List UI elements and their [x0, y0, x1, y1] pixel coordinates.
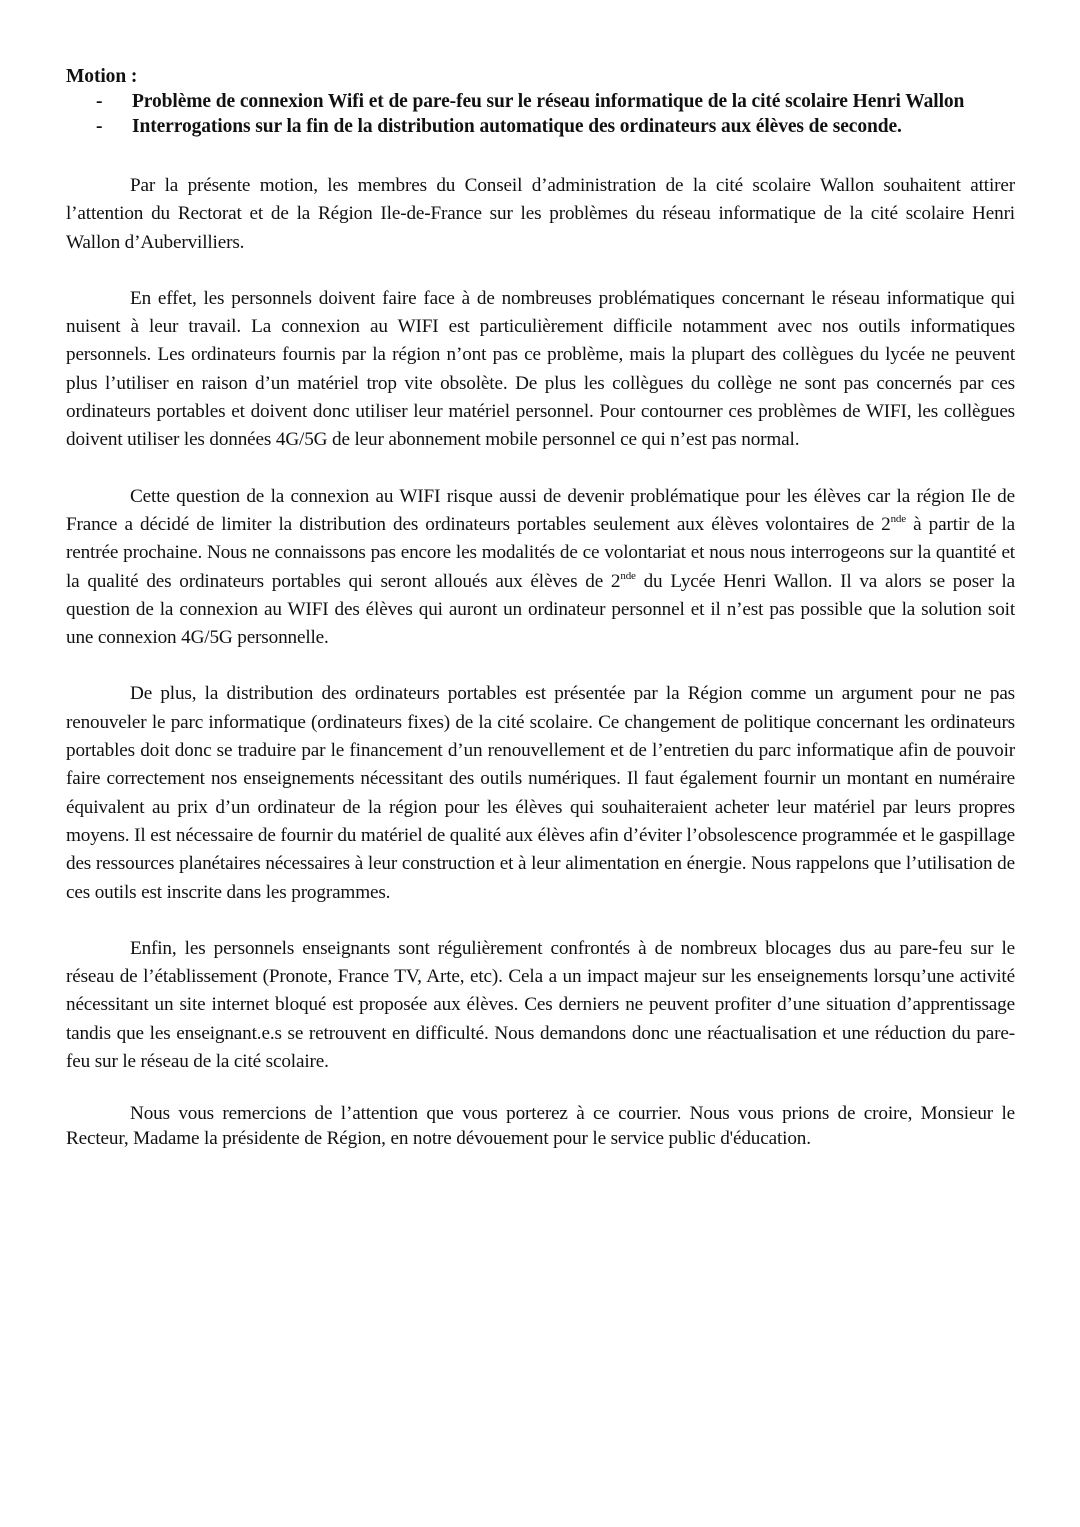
paragraph-firewall-blocking: Enfin, les personnels enseignants sont régulièrement confrontés à de nombreux blocages dus au pare-feu sur le réseau de l’établissement (Pronote, France TV, Arte, etc). Cela a un impact majeur sur les enseignements lorsqu’une activité nécessitant un site internet bloqué est proposée aux élèves. Ces derniers ne peuvent profiter d’une situation d’apprentissage tandis que les enseignant.e.s se retrouvent en difficulté. Nous demandons donc une réactualisation et une réduction du pare-feu sur le réseau de la cité scolaire. [66, 937, 1015, 1073]
paragraph-equipment-renewal: De plus, la distribution des ordinateurs portables est présentée par la Région comme un argument pour ne pas renouveler le parc informatique (ordinateurs fixes) de la cité scolaire. Ce changement de politique concernant les ordinateurs portables doit donc se traduire par le financement d’un renouvellement et de l’entretien du parc informatique afin de pouvoir faire correctement nos enseignements nécessitant des outils numériques. Il faut également fournir un montant en numéraire équivalent au prix d’un ordinateur de la région pour les élèves qui souhaiteraient acheter leur matériel par leurs propres moyens. Il est nécessaire de fournir du matériel de qualité aux élèves afin d’éviter l’obsolescence programmée et le gaspillage des ressources planétaires nécessaires à leur construction et à leur alimentation en énergie. Nous rappelons que l’utilisation de ces outils est inscrite dans les programmes. [66, 683, 1015, 903]
superscript-nde: nde [620, 569, 636, 582]
paragraph-closing: Nous vous remercions de l’attention que vous porterez à ce courrier. Nous vous prions de croire, Monsieur le Recteur, Madame la présidente de Région, en notre dévouement pour le service public d'éducation. [66, 1103, 1015, 1149]
motion-heading: Motion : [66, 66, 138, 87]
motion-topics-list [66, 89, 1015, 139]
paragraph-introduction: Par la présente motion, les membres du Conseil d’administration de la cité scolaire Wallon souhaitent attirer l’attention du Rectorat et de la Région Ile-de-France sur les problèmes du réseau informatique de la cité scolaire Henri Wallon d’Aubervilliers. [66, 175, 1015, 253]
bullet-dash: - [96, 116, 103, 137]
paragraph-staff-wifi-problems: En effet, les personnels doivent faire face à de nombreuses problématiques concernant le réseau informatique qui nuisent à leur travail. La connexion au WIFI est particulièrement difficile notamment avec nos outils informatiques personnels. Les ordinateurs fournis par la région n’ont pas ce problème, mais la plupart des collègues du lycée ne peuvent plus l’utiliser en raison d’un matériel trop vite obsolète. De plus les collègues du collège ne sont pas concernés par ces ordinateurs portables et doivent donc utiliser leur matériel personnel. Pour contourner ces problèmes de WIFI, les collègues doivent utiliser les données 4G/5G de leur abonnement mobile personnel ce qui n’est pas normal. [66, 287, 1015, 451]
motion-topic [66, 114, 1015, 139]
paragraph-student-laptops [66, 483, 1015, 653]
text-segment: Cette question de la connexion au WIFI risque aussi de devenir problématique pour les élèves car la région Ile de France a décidé de limiter la distribution des ordinateurs portables seulement aux élèves volontaires de 2 [66, 485, 1015, 535]
text-segment: du Lycée Henri Wallon. Il va alors se poser la question de la connexion au WIFI des élèves qui auront un ordinateur personnel et il n’est pas possible que la solution soit une connexion 4G/5G personnelle. [66, 570, 1015, 649]
text-segment: à partir de la rentrée prochaine. Nous ne connaissons pas encore les modalités de ce volontariat et nous nous interrogeons sur la quantité et la qualité des ordinateurs portables qui seront alloués aux élèves de 2 [66, 513, 1015, 592]
motion-topic-text: Interrogations sur la fin de la distribution automatique des ordinateurs aux élèves de seconde. [132, 116, 902, 137]
bullet-dash: - [96, 91, 103, 112]
motion-document [66, 64, 1015, 1151]
superscript-nde: nde [890, 512, 907, 525]
motion-topic [66, 89, 1015, 114]
motion-topic-text: Problème de connexion Wifi et de pare-feu sur le réseau informatique de la cité scolaire Henri Wallon [132, 91, 965, 112]
